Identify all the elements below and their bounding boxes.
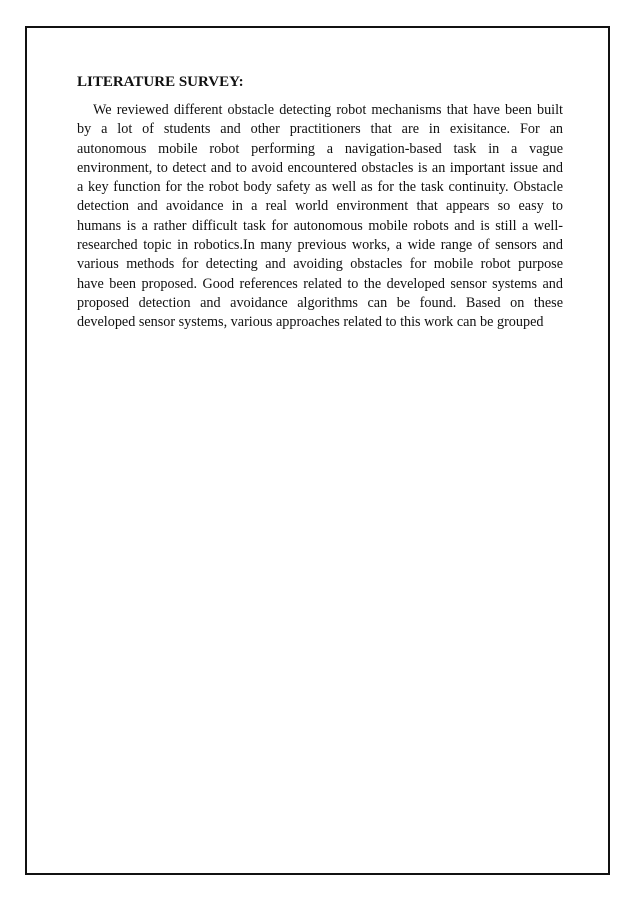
section-heading: LITERATURE SURVEY: [77,74,244,90]
paragraph-line: proposed detection and avoidance algorithms can be found. Based on these [77,294,563,311]
paragraph-line: by a lot of students and other practitioners that are in exisitance. For an [77,121,563,138]
paragraph-line: humans is a rather difficult task for autonomous mobile robots and is still a well- [77,217,563,234]
paragraph-line: a key function for the robot body safety as well as for the task continuity. Obstacle [77,179,563,196]
paragraph-line: various methods for detecting and avoiding obstacles for mobile robot purpose [77,256,563,273]
paragraph-line: autonomous mobile robot performing a navigation-based task in a vague [77,140,563,157]
paragraph-line: researched topic in robotics.In many previous works, a wide range of sensors and [77,237,563,254]
paragraph-line: detection and avoidance in a real world environment that appears so easy to [77,198,563,215]
paragraph-line: environment, to detect and to avoid encountered obstacles is an important issue and [77,159,563,176]
document-content [77,72,563,333]
paragraph [77,101,563,333]
paragraph-line: have been proposed. Good references related to the developed sensor systems and [77,275,563,292]
paragraph-line: developed sensor systems, various approaches related to this work can be grouped [77,314,544,331]
paragraph-line: We reviewed different obstacle detecting robot mechanisms that have been built [93,102,563,118]
